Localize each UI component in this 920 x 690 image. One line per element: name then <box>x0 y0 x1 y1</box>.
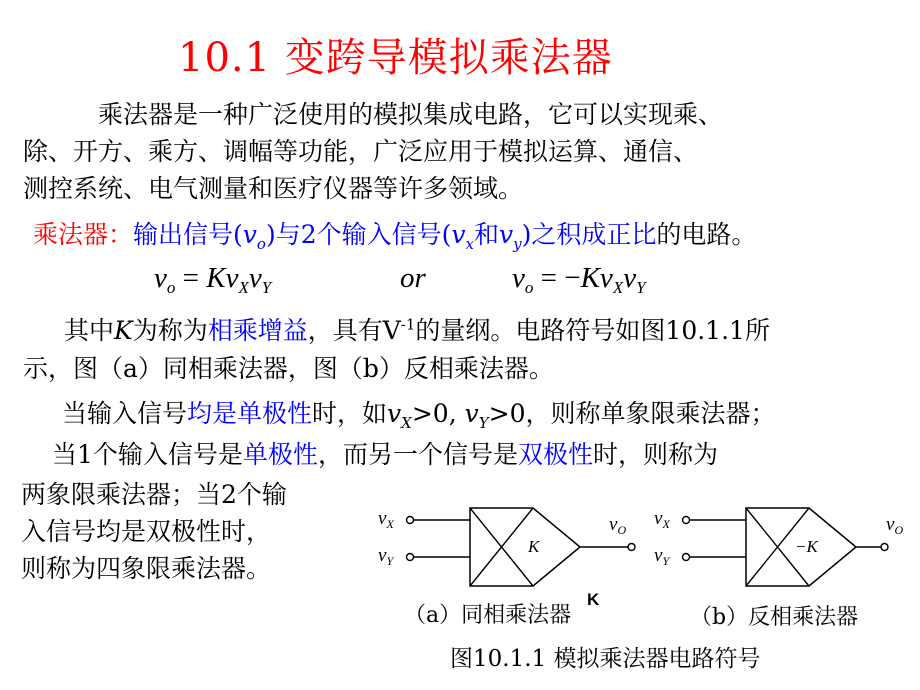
multiplier-symbol-inverting <box>654 508 903 586</box>
terminal-x-b <box>683 517 690 524</box>
definition-term: 乘法器： <box>33 220 134 249</box>
caption-b: （b）反相乘法器 <box>690 605 859 630</box>
definition-tail: 的电路。 <box>656 220 757 249</box>
quadrant-line-3: 两象限乘法器；当2个输 <box>21 480 287 509</box>
input-y-label-b: $v_Y$ <box>654 545 670 568</box>
output-label-b: $v_O$ <box>886 514 904 537</box>
page-title: 10.1 变跨导模拟乘法器 <box>178 35 613 81</box>
formula-inverting: $v_o = -Kv_Xv_Y$ <box>512 262 646 297</box>
quadrant-line-4: 入信号均是双极性时， <box>21 517 272 546</box>
gain-line-1: 其中K为称为相乘增益，具有$V^{-1}$的量纲。电路符号如图10.1.1所 <box>64 315 770 345</box>
figure-caption: 图10.1.1 模拟乘法器电路符号 <box>450 646 761 672</box>
intro-line-1: 乘法器是一种广泛使用的模拟集成电路，它可以实现乘、 <box>98 100 724 129</box>
multiplier-body-a <box>470 508 580 586</box>
multiplier-symbol-noninverting <box>378 508 635 586</box>
definition-body: 输出信号$(v_o)$与2个输入信号($v_x$和$v_y$)之积成正比 <box>133 220 657 253</box>
input-x-label-b: $v_X$ <box>654 508 670 531</box>
stray-k-label: K <box>587 590 600 609</box>
intro-line-3: 测控系统、电气测量和医疗仪器等许多领域。 <box>23 174 524 203</box>
formula-or: or <box>400 262 426 294</box>
input-x-label-a: $v_X$ <box>378 508 394 531</box>
gain-term: 相乘增益 <box>207 316 308 345</box>
gain-line-2: 示，图（a）同相乘法器，图（b）反相乘法器。 <box>23 354 554 383</box>
intro-line-2: 除、开方、乘方、调幅等功能，广泛应用于模拟运算、通信、 <box>23 137 699 166</box>
terminal-out-a <box>628 544 635 551</box>
formula-noninverting: $v_o = Kv_Xv_Y$ <box>154 262 272 297</box>
gain-label-b: −K <box>795 537 818 556</box>
terminal-x-a <box>407 517 414 524</box>
terminal-y-a <box>407 554 414 561</box>
terminal-y-b <box>683 554 690 561</box>
gain-label-a: K <box>528 537 540 556</box>
output-label-a: $v_O$ <box>609 514 627 537</box>
quadrant-line-5: 则称为四象限乘法器。 <box>21 554 272 583</box>
caption-a: （a）同相乘法器 <box>404 603 572 628</box>
quadrant-line-1: 当输入信号均是单极性时，如$v_X>0$, $v_Y>0$，则称单象限乘法器； <box>62 399 776 432</box>
input-y-label-a: $v_Y$ <box>378 545 394 568</box>
quadrant-line-2: 当1个输入信号是单极性，而另一个信号是双极性时，则称为 <box>52 440 718 469</box>
terminal-out-b <box>881 544 888 551</box>
